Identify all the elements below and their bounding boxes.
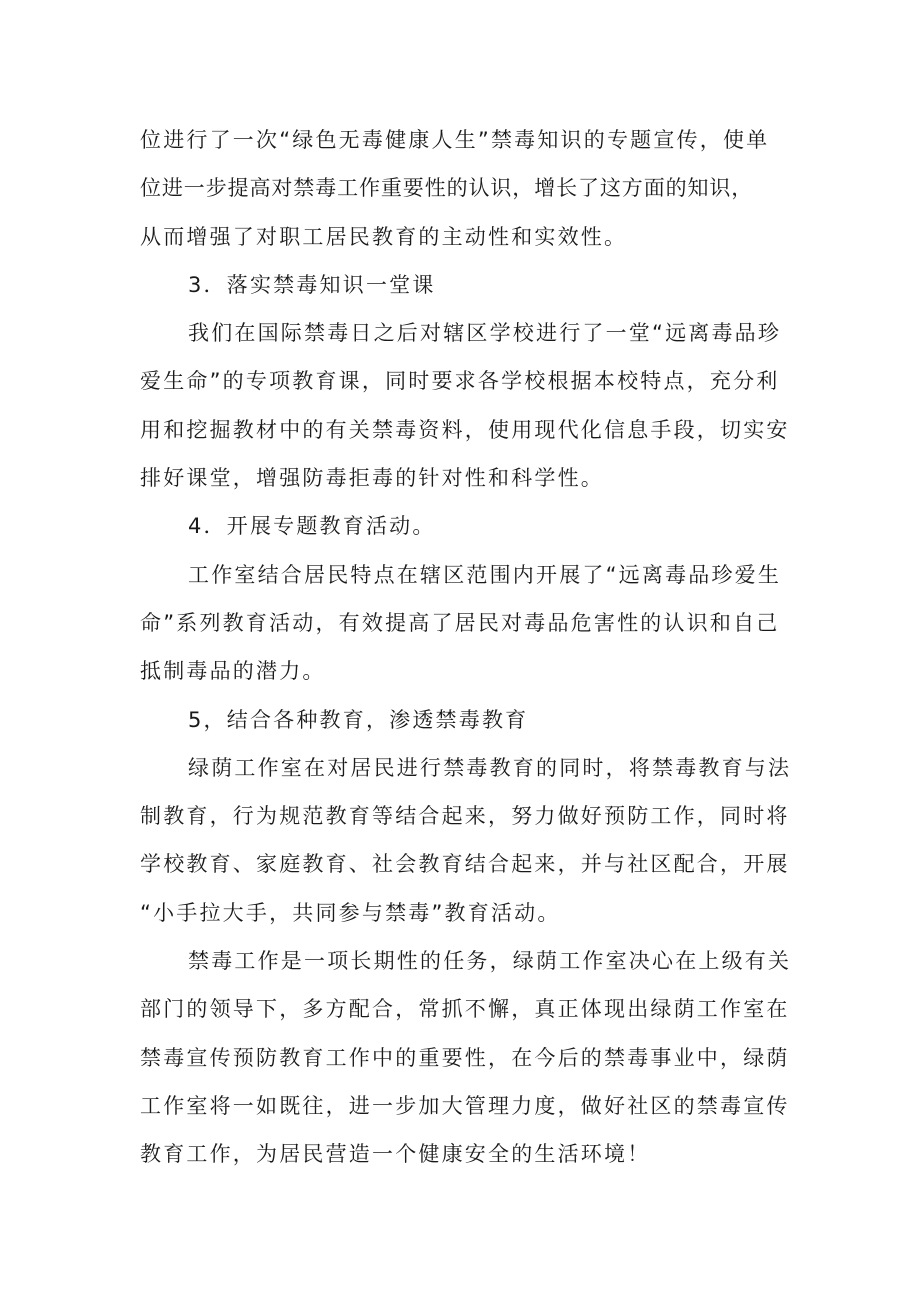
text-line: 爱生命”的专项教育课，同时要求各学校根据本校特点，充分利 — [140, 369, 780, 394]
text-line: 工作室将一如既往，进一步加大管理力度，做好社区的禁毒宣传 — [140, 1093, 790, 1118]
text-line: 禁毒工作是一项长期性的任务，绿荫工作室决心在上级有关 — [188, 949, 792, 974]
text-line: 教育工作，为居民营造一个健康安全的生活环境！ — [140, 1142, 651, 1167]
text-line: 从而增强了对职工居民教育的主动性和实效性。 — [140, 224, 628, 249]
text-line: 部门的领导下，多方配合，常抓不懈，真正体现出绿荫工作室在 — [140, 997, 790, 1022]
section-heading-5: 5，结合各种教育，渗透禁毒教育 — [188, 707, 529, 732]
text-line: 用和挖掘教材中的有关禁毒资料，使用现代化信息手段，切实安 — [140, 417, 790, 442]
text-line: 绿荫工作室在对居民进行禁毒教育的同时，将禁毒教育与法 — [188, 755, 792, 780]
text-line: 抵制毒品的潜力。 — [140, 659, 326, 684]
text-line: 学校教育、家庭教育、社会教育结合起来，并与社区配合，开展 — [140, 852, 790, 877]
text-line: 命”系列教育活动，有效提高了居民对毒品危害性的认识和自己 — [140, 610, 780, 635]
text-line: 位进一步提高对禁毒工作重要性的认识，增长了这方面的知识， — [140, 176, 754, 201]
document-body — [140, 116, 800, 1179]
text-line: 禁毒宣传预防教育工作中的重要性，在今后的禁毒事业中，绿荫 — [140, 1045, 790, 1070]
text-line: 位进行了一次“绿色无毒健康人生”禁毒知识的专题宣传，使单 — [140, 128, 770, 152]
section-heading-3: 3．落实禁毒知识一堂课 — [188, 272, 436, 297]
text-line: 制教育，行为规范教育等结合起来，努力做好预防工作，同时将 — [140, 804, 790, 829]
section-heading-4: 4．开展专题教育活动。 — [188, 514, 436, 539]
text-line: “小手拉大手，共同参与禁毒”教育活动。 — [140, 900, 561, 925]
text-line: 排好课堂，增强防毒拒毒的针对性和科学性。 — [140, 466, 604, 491]
text-line: 我们在国际禁毒日之后对辖区学校进行了一堂“远离毒品珍 — [188, 321, 782, 346]
text-line: 工作室结合居民特点在辖区范围内开展了“远离毒品珍爱生 — [188, 562, 782, 587]
